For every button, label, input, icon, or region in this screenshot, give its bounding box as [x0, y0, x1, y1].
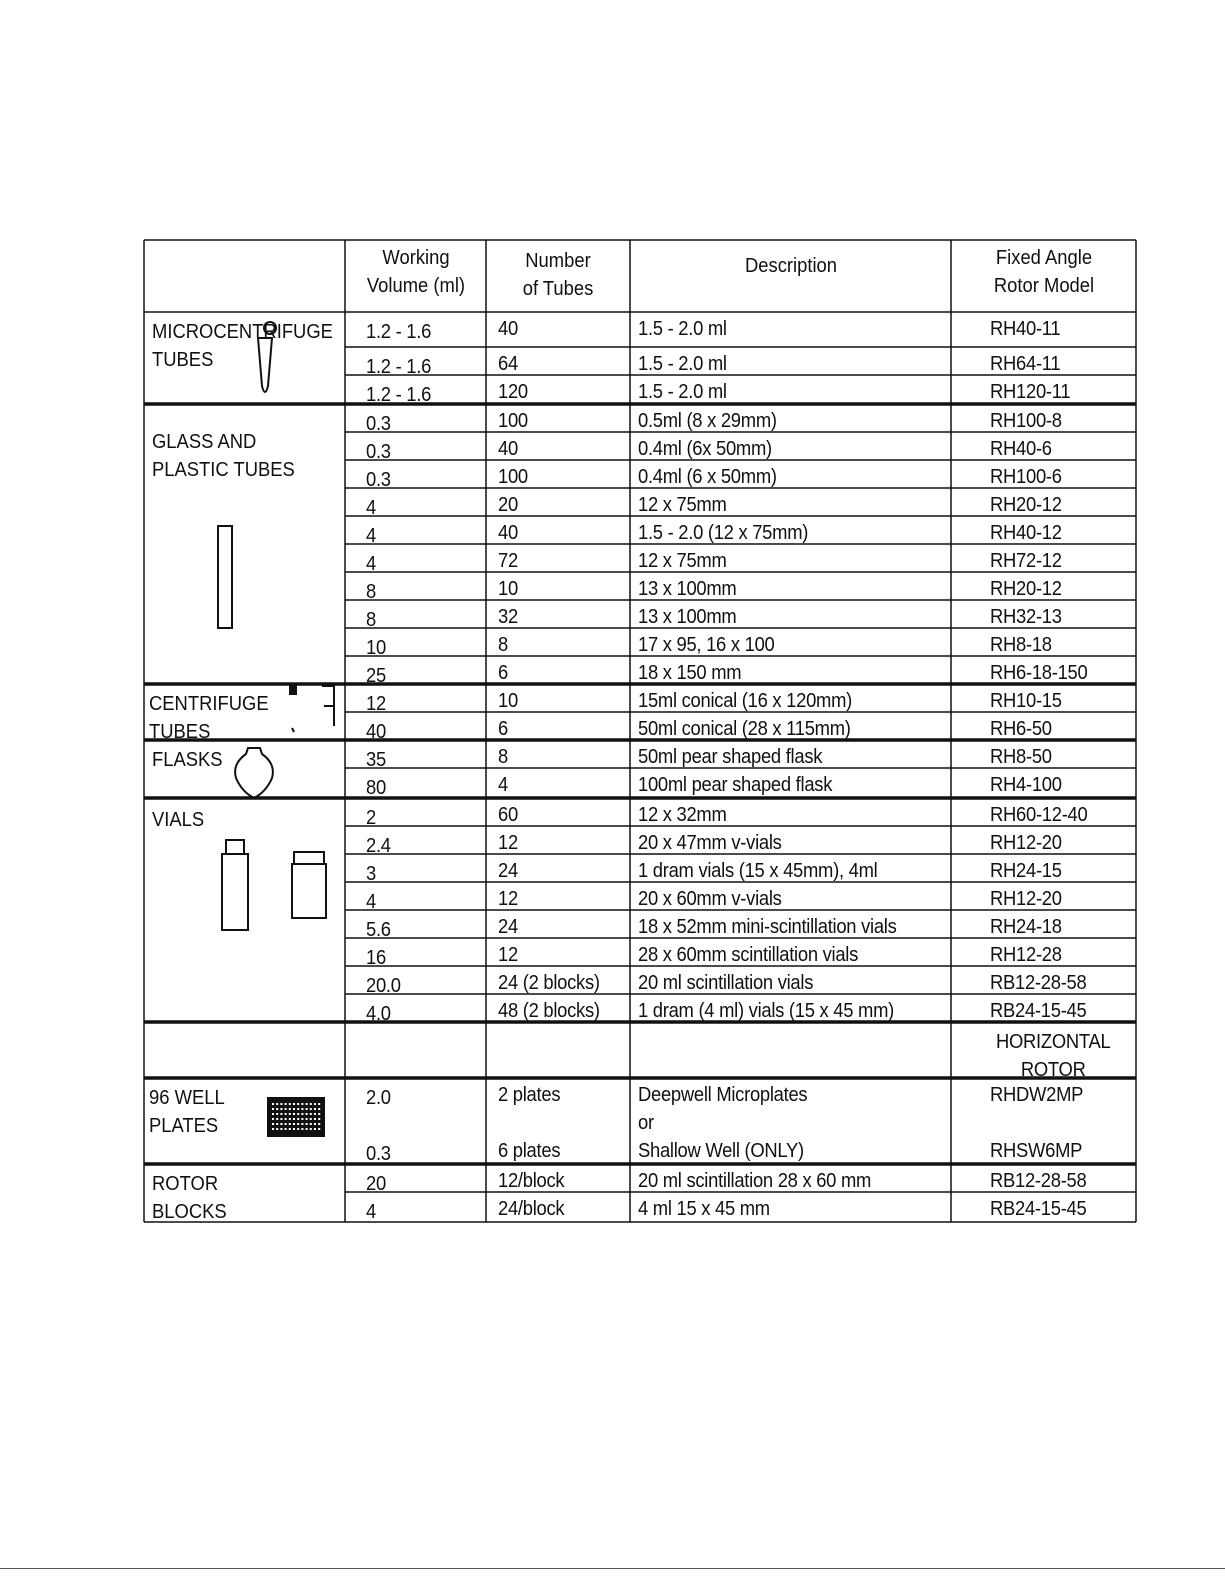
- tube-count-cell: 24: [498, 860, 518, 882]
- well-dot: [306, 1113, 308, 1115]
- description-cell: 17 x 95, 16 x 100: [638, 634, 775, 656]
- column-header-working-volume: Working Volume (ml): [366, 247, 465, 297]
- well-dot: [276, 1123, 278, 1125]
- group-label: MICROCENTRIFUGE TUBES: [152, 321, 333, 371]
- well-dot: [272, 1113, 274, 1115]
- rotor-model-cell: RH20-12: [990, 494, 1062, 516]
- tube-count-cell: 120: [498, 381, 528, 403]
- working-volume-cell: 20.0: [366, 975, 401, 997]
- description-cell: 100ml pear shaped flask: [638, 774, 833, 796]
- rotor-model-cell: RH24-15: [990, 860, 1062, 882]
- tube-count-cell: 2 plates: [498, 1084, 561, 1106]
- vial-icon: [226, 840, 244, 854]
- description-cell: 50ml conical (28 x 115mm): [638, 718, 851, 740]
- well-dot: [314, 1118, 316, 1120]
- well-dot: [318, 1113, 320, 1115]
- tube-count-cell: 12: [498, 944, 518, 966]
- description-cell: 20 x 47mm v-vials: [638, 832, 782, 854]
- well-dot: [318, 1108, 320, 1110]
- tube-count-cell: 40: [498, 318, 518, 340]
- working-volume-cell: 25: [366, 665, 386, 687]
- well-dot: [289, 1128, 291, 1130]
- rotor-model-cell: RHDW2MP: [990, 1084, 1084, 1106]
- rotor-model-cell: RB12-28-58: [990, 1170, 1087, 1192]
- description-cell: 20 x 60mm v-vials: [638, 888, 782, 910]
- well-dot: [318, 1123, 320, 1125]
- tube-count-cell: 10: [498, 690, 518, 712]
- rotor-model-cell: RH100-8: [990, 410, 1062, 432]
- tube-count-cell: 12/block: [498, 1170, 565, 1192]
- well-dot: [306, 1123, 308, 1125]
- rotor-model-cell: RH24-18: [990, 916, 1062, 938]
- description-cell: 12 x 75mm: [638, 550, 727, 572]
- description-cell: Deepwell Microplates: [638, 1084, 808, 1106]
- well-dot: [310, 1113, 312, 1115]
- rotor-model-cell: HORIZONTAL ROTOR: [996, 1031, 1111, 1081]
- well-dot: [285, 1108, 287, 1110]
- well-dot: [306, 1108, 308, 1110]
- well-dot: [285, 1128, 287, 1130]
- tube-count-cell: 64: [498, 353, 518, 375]
- conical-tube-icon: [292, 728, 294, 732]
- description-cell: 12 x 75mm: [638, 494, 727, 516]
- tube-count-cell: 6 plates: [498, 1140, 561, 1162]
- tube-count-cell: 24/block: [498, 1198, 565, 1220]
- working-volume-cell: 5.6: [366, 919, 391, 941]
- well-dot: [276, 1108, 278, 1110]
- working-volume-cell: 80: [366, 777, 386, 799]
- rotor-model-cell: RH8-18: [990, 634, 1052, 656]
- well-dot: [301, 1123, 303, 1125]
- group-label: VIALS: [152, 809, 205, 831]
- description-cell: 1.5 - 2.0 ml: [638, 318, 727, 340]
- working-volume-cell: 4: [366, 1201, 376, 1223]
- vial-icon: [222, 854, 248, 930]
- tube-count-cell: 100: [498, 410, 528, 432]
- well-dot: [297, 1128, 299, 1130]
- description-cell: 0.5ml (8 x 29mm): [638, 410, 777, 432]
- tube-count-cell: 6: [498, 718, 508, 740]
- tube-count-cell: 6: [498, 662, 508, 684]
- well-dot: [310, 1103, 312, 1105]
- description-cell: 13 x 100mm: [638, 606, 737, 628]
- tube-count-cell: 20: [498, 494, 518, 516]
- rotor-model-cell: RH40-11: [990, 318, 1061, 340]
- well-dot: [289, 1113, 291, 1115]
- tube-count-cell: 8: [498, 746, 508, 768]
- working-volume-cell: 2.0: [366, 1087, 391, 1109]
- working-volume-cell: 0.3: [366, 441, 391, 463]
- working-volume-cell: 1.2 - 1.6: [366, 384, 432, 406]
- pear-flask-icon: [235, 748, 273, 798]
- working-volume-cell: 35: [366, 749, 386, 771]
- tube-count-cell: 48 (2 blocks): [498, 1000, 600, 1022]
- group-label: GLASS AND PLASTIC TUBES: [152, 431, 295, 481]
- description-cell: 18 x 150 mm: [638, 662, 742, 684]
- rotor-model-cell: RH32-13: [990, 606, 1062, 628]
- well-dot: [306, 1128, 308, 1130]
- well-dot: [301, 1118, 303, 1120]
- working-volume-cell: 12: [366, 693, 386, 715]
- tube-count-cell: 12: [498, 888, 518, 910]
- well-dot: [297, 1108, 299, 1110]
- description-cell: 0.4ml (6 x 50mm): [638, 466, 777, 488]
- group-label: 96 WELL PLATES: [149, 1087, 225, 1137]
- well-dot: [318, 1103, 320, 1105]
- working-volume-cell: 2.4: [366, 835, 391, 857]
- well-dot: [318, 1118, 320, 1120]
- rotor-model-cell: RH60-12-40: [990, 804, 1088, 826]
- well-dot: [293, 1123, 295, 1125]
- working-volume-cell: 3: [366, 863, 376, 885]
- description-cell: Shallow Well (ONLY): [638, 1140, 804, 1162]
- well-dot: [297, 1103, 299, 1105]
- column-header-description: Description: [744, 255, 837, 277]
- well-dot: [310, 1108, 312, 1110]
- rotor-model-cell: RH12-28: [990, 944, 1062, 966]
- well-dot: [314, 1103, 316, 1105]
- working-volume-cell: 0.3: [366, 1143, 391, 1165]
- vial-icon: [294, 852, 324, 864]
- rotor-model-cell: RB24-15-45: [990, 1198, 1087, 1220]
- rotor-model-cell: RH100-6: [990, 466, 1062, 488]
- description-cell: 12 x 32mm: [638, 804, 727, 826]
- tube-count-cell: 100: [498, 466, 528, 488]
- well-dot: [293, 1113, 295, 1115]
- group-label: ROTOR BLOCKS: [152, 1173, 227, 1223]
- well-dot: [289, 1103, 291, 1105]
- well-dot: [272, 1118, 274, 1120]
- well-dot: [306, 1103, 308, 1105]
- working-volume-cell: 4: [366, 553, 376, 575]
- well-dot: [285, 1103, 287, 1105]
- well-dot: [276, 1128, 278, 1130]
- tube-count-cell: 40: [498, 522, 518, 544]
- page-bottom-rule: [0, 1568, 1225, 1569]
- description-cell: or: [638, 1112, 654, 1134]
- column-header-rotor-model: Fixed Angle Rotor Model: [993, 247, 1094, 297]
- well-dot: [276, 1113, 278, 1115]
- working-volume-cell: 20: [366, 1173, 386, 1195]
- description-cell: 1 dram vials (15 x 45mm), 4ml: [638, 860, 878, 882]
- rotor-model-cell: RH72-12: [990, 550, 1062, 572]
- rotor-model-cell: RH40-6: [990, 438, 1052, 460]
- tube-count-cell: 60: [498, 804, 518, 826]
- test-tube-icon: [218, 526, 232, 628]
- working-volume-cell: 4: [366, 497, 376, 519]
- well-dot: [293, 1108, 295, 1110]
- well-dot: [272, 1128, 274, 1130]
- well-dot: [310, 1118, 312, 1120]
- description-cell: 13 x 100mm: [638, 578, 737, 600]
- description-cell: 50ml pear shaped flask: [638, 746, 823, 768]
- rotor-model-cell: RH12-20: [990, 832, 1062, 854]
- description-cell: 1.5 - 2.0 ml: [638, 353, 727, 375]
- rotor-model-cell: RH10-15: [990, 690, 1062, 712]
- well-dot: [289, 1108, 291, 1110]
- description-cell: 20 ml scintillation vials: [638, 972, 814, 994]
- well-dot: [289, 1123, 291, 1125]
- well-dot: [306, 1118, 308, 1120]
- description-cell: 28 x 60mm scintillation vials: [638, 944, 859, 966]
- tube-count-cell: 8: [498, 634, 508, 656]
- well-dot: [310, 1123, 312, 1125]
- tube-count-cell: 72: [498, 550, 518, 572]
- well-dot: [276, 1103, 278, 1105]
- well-dot: [276, 1118, 278, 1120]
- well-dot: [318, 1128, 320, 1130]
- well-dot: [280, 1113, 282, 1115]
- well-dot: [272, 1103, 274, 1105]
- rotor-model-cell: RH8-50: [990, 746, 1052, 768]
- well-dot: [293, 1118, 295, 1120]
- working-volume-cell: 8: [366, 609, 376, 631]
- rotor-model-cell: RH64-11: [990, 353, 1061, 375]
- well-dot: [297, 1113, 299, 1115]
- rotor-model-cell: RHSW6MP: [990, 1140, 1083, 1162]
- well-dot: [280, 1108, 282, 1110]
- rotor-model-cell: RB12-28-58: [990, 972, 1087, 994]
- working-volume-cell: 4.0: [366, 1003, 391, 1025]
- description-cell: 4 ml 15 x 45 mm: [638, 1198, 770, 1220]
- description-cell: 15ml conical (16 x 120mm): [638, 690, 852, 712]
- rotor-model-cell: RB24-15-45: [990, 1000, 1087, 1022]
- working-volume-cell: 2: [366, 807, 376, 829]
- tube-count-cell: 40: [498, 438, 518, 460]
- well-dot: [280, 1118, 282, 1120]
- well-dot: [285, 1113, 287, 1115]
- tube-count-cell: 24 (2 blocks): [498, 972, 600, 994]
- rotor-model-cell: RH20-12: [990, 578, 1062, 600]
- vial-icon: [292, 864, 326, 918]
- working-volume-cell: 0.3: [366, 469, 391, 491]
- working-volume-cell: 8: [366, 581, 376, 603]
- well-dot: [289, 1118, 291, 1120]
- well-dot: [301, 1113, 303, 1115]
- description-cell: 0.4ml (6x 50mm): [638, 438, 772, 460]
- well-dot: [280, 1128, 282, 1130]
- rotor-model-cell: RH120-11: [990, 381, 1071, 403]
- rotor-model-cell: RH6-50: [990, 718, 1052, 740]
- tube-count-cell: 10: [498, 578, 518, 600]
- well-dot: [314, 1128, 316, 1130]
- well-dot: [314, 1123, 316, 1125]
- conical-tube-icon: [290, 686, 296, 694]
- well-dot: [285, 1123, 287, 1125]
- well-dot: [297, 1123, 299, 1125]
- group-label: FLASKS: [152, 749, 223, 771]
- tube-count-cell: 12: [498, 832, 518, 854]
- well-dot: [310, 1128, 312, 1130]
- well-dot: [297, 1118, 299, 1120]
- well-dot: [293, 1128, 295, 1130]
- working-volume-cell: 0.3: [366, 413, 391, 435]
- well-dot: [272, 1108, 274, 1110]
- working-volume-cell: 10: [366, 637, 386, 659]
- description-cell: 20 ml scintillation 28 x 60 mm: [638, 1170, 872, 1192]
- column-header-number-of-tubes: Number of Tubes: [522, 250, 594, 300]
- tube-count-cell: 32: [498, 606, 518, 628]
- well-dot: [314, 1113, 316, 1115]
- working-volume-cell: 4: [366, 525, 376, 547]
- group-label: CENTRIFUGE TUBES: [149, 693, 269, 743]
- working-volume-cell: 4: [366, 891, 376, 913]
- working-volume-cell: 1.2 - 1.6: [366, 356, 432, 378]
- well-dot: [293, 1103, 295, 1105]
- description-cell: 18 x 52mm mini-scintillation vials: [638, 916, 897, 938]
- well-dot: [280, 1103, 282, 1105]
- working-volume-cell: 16: [366, 947, 386, 969]
- description-cell: 1.5 - 2.0 ml: [638, 381, 727, 403]
- well-dot: [314, 1108, 316, 1110]
- rotor-model-cell: RH40-12: [990, 522, 1062, 544]
- well-dot: [272, 1123, 274, 1125]
- rotor-model-cell: RH12-20: [990, 888, 1062, 910]
- rotor-model-cell: RH4-100: [990, 774, 1062, 796]
- well-dot: [285, 1118, 287, 1120]
- description-cell: 1.5 - 2.0 (12 x 75mm): [638, 522, 809, 544]
- well-dot: [301, 1128, 303, 1130]
- working-volume-cell: 1.2 - 1.6: [366, 321, 432, 343]
- description-cell: 1 dram (4 ml) vials (15 x 45 mm): [638, 1000, 894, 1022]
- tube-count-cell: 24: [498, 916, 518, 938]
- working-volume-cell: 40: [366, 721, 386, 743]
- well-dot: [280, 1123, 282, 1125]
- conical-tube-icon: [322, 686, 334, 726]
- rotor-model-cell: RH6-18-150: [990, 662, 1088, 684]
- well-dot: [301, 1103, 303, 1105]
- tube-count-cell: 4: [498, 774, 508, 796]
- well-dot: [301, 1108, 303, 1110]
